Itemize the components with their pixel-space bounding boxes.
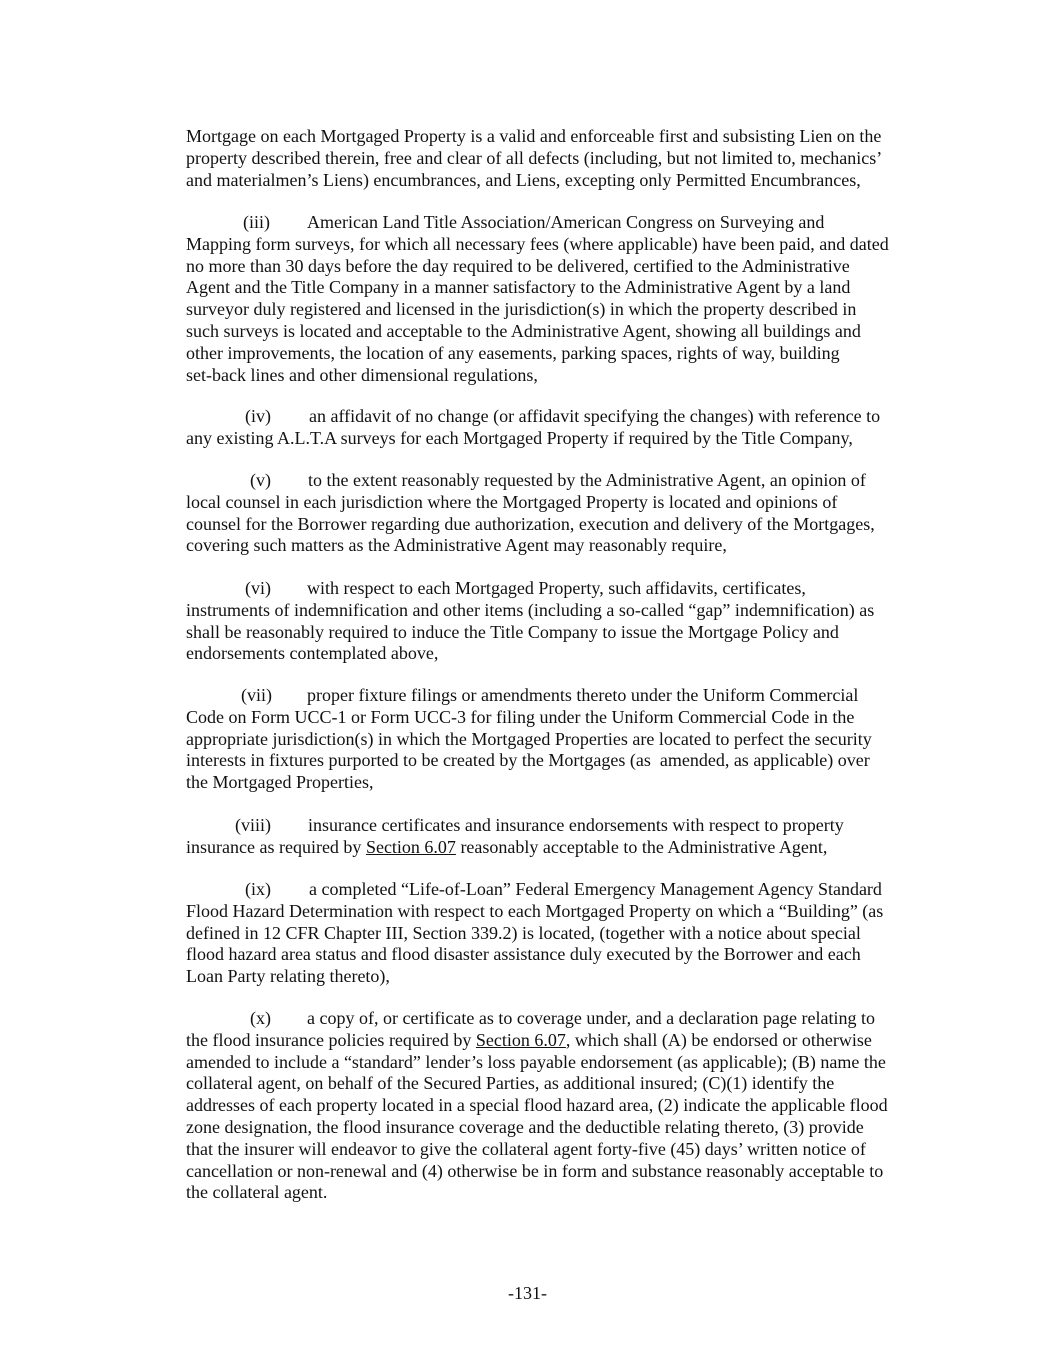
text-line: such surveys is located and acceptable to the Administrative Agent, showing all buildings and <box>186 320 861 341</box>
text-line: Mortgage on each Mortgaged Property is a valid and enforceable first and subsisting Lien on the <box>186 126 882 146</box>
section-6-07-reference: Section 6.07 <box>365 836 456 857</box>
text-line: property described therein, free and clear of all defects (including, but not limited to, mechanics’ <box>186 147 883 168</box>
section-6-07-reference: Section 6.07 <box>475 1029 566 1050</box>
text-line: instruments of indemnification and other items (including a so-called “gap” indemnification) as <box>186 599 875 620</box>
text-line: Code on Form UCC-1 or Form UCC-3 for filing under the Uniform Commercial Code in the <box>186 706 855 727</box>
text-line: the Mortgaged Properties, <box>186 772 374 793</box>
text-line: endorsements contemplated above, <box>186 643 439 664</box>
text-line: local counsel in each jurisdiction where the Mortgaged Property is located and opinions of <box>186 491 838 512</box>
intro-paragraph <box>186 126 946 191</box>
text-line: with respect to each Mortgaged Property, such affidavits, certificates, <box>307 578 806 598</box>
text-line: Agent and the Title Company in a manner satisfactory to the Administrative Agent by a land <box>186 277 851 298</box>
text-line: no more than 30 days before the day required to be delivered, certified to the Administrative <box>186 255 850 276</box>
text-line: and materialmen’s Liens) encumbrances, and Liens, excepting only Permitted Encumbrances, <box>186 169 861 190</box>
text-line: flood hazard area status and flood disaster assistance duly executed by the Borrower and each <box>186 944 861 965</box>
text-line: shall be reasonably required to induce the Title Company to issue the Mortgage Policy and <box>186 621 839 642</box>
text-line-start: insurance as required by <box>186 836 366 857</box>
clause-v <box>186 470 946 557</box>
text-line: American Land Title Association/American Congress on Surveying and <box>307 212 825 232</box>
clause-vii <box>186 685 946 794</box>
clause-numeral: (v) <box>250 470 271 490</box>
clause-numeral: (iii) <box>243 212 270 232</box>
text-line: Flood Hazard Determination with respect to each Mortgaged Property on which a “Building” (as <box>186 900 884 921</box>
text-line: appropriate jurisdiction(s) in which the Mortgaged Properties are located to perfect the security <box>186 728 872 749</box>
text-line: collateral agent, on behalf of the Secured Parties, as additional insured; (C)(1) identify the <box>186 1073 835 1094</box>
text-line: a completed “Life-of-Loan” Federal Emergency Management Agency Standard <box>309 879 882 899</box>
clause-iv <box>186 406 946 450</box>
clause-numeral: (vii) <box>241 685 272 705</box>
text-line: covering such matters as the Administrative Agent may reasonably require, <box>186 535 727 556</box>
clause-numeral: (x) <box>250 1008 271 1028</box>
text-line: zone designation, the flood insurance coverage and the deductible relating thereto, (3) provide <box>186 1116 864 1137</box>
text-line: cancellation or non-renewal and (4) otherwise be in form and substance reasonably acceptable to <box>186 1160 884 1181</box>
clause-iii <box>186 212 946 386</box>
text-line: counsel for the Borrower regarding due authorization, execution and delivery of the Mortgages, <box>186 513 875 534</box>
text-line-end: reasonably acceptable to the Administrative Agent, <box>455 836 828 857</box>
text-line: an affidavit of no change (or affidavit specifying the changes) with reference to <box>309 406 881 426</box>
page-number: -131- <box>508 1283 547 1303</box>
text-line: addresses of each property located in a special flood hazard area, (2) indicate the applicable flood <box>186 1095 888 1116</box>
text-line: the collateral agent. <box>186 1182 328 1203</box>
text-line: other improvements, the location of any easements, parking spaces, rights of way, building <box>186 342 840 363</box>
clause-x <box>186 1008 946 1204</box>
text-line: any existing A.L.T.A surveys for each Mortgaged Property if required by the Title Company, <box>186 427 853 448</box>
text-line: a copy of, or certificate as to coverage under, and a declaration page relating to <box>307 1008 876 1028</box>
clause-vi <box>186 578 946 665</box>
clause-numeral: (viii) <box>235 815 271 835</box>
text-line: Mapping form surveys, for which all necessary fees (where applicable) have been paid, and dated <box>186 233 889 254</box>
clause-numeral: (iv) <box>245 406 271 426</box>
text-line: surveyor duly registered and licensed in the jurisdiction(s) in which the property described in <box>186 299 857 320</box>
text-line-end: , which shall (A) be endorsed or otherwise <box>565 1029 872 1050</box>
text-line: proper fixture filings or amendments thereto under the Uniform Commercial <box>307 685 859 705</box>
text-line: interests in fixtures purported to be created by the Mortgages (as amended, as applicable) over <box>186 750 870 771</box>
text-line: insurance certificates and insurance endorsements with respect to property <box>308 815 844 835</box>
text-line: set-back lines and other dimensional regulations, <box>186 364 538 385</box>
clause-numeral: (ix) <box>245 879 271 899</box>
text-line: defined in 12 CFR Chapter III, Section 339.2) is located, (together with a notice about special <box>186 922 861 943</box>
clause-viii <box>186 815 946 859</box>
text-line: Loan Party relating thereto), <box>186 966 390 987</box>
clause-ix <box>186 879 946 988</box>
text-line: that the insurer will endeavor to give the collateral agent forty-five (45) days’ written notice of <box>186 1138 866 1159</box>
text-line: to the extent reasonably requested by the Administrative Agent, an opinion of <box>308 470 866 490</box>
clause-numeral: (vi) <box>245 578 271 598</box>
text-line: amended to include a “standard” lender’s loss payable endorsement (as applicable); (B) name the <box>186 1051 886 1072</box>
text-line-start: the flood insurance policies required by <box>186 1029 476 1050</box>
